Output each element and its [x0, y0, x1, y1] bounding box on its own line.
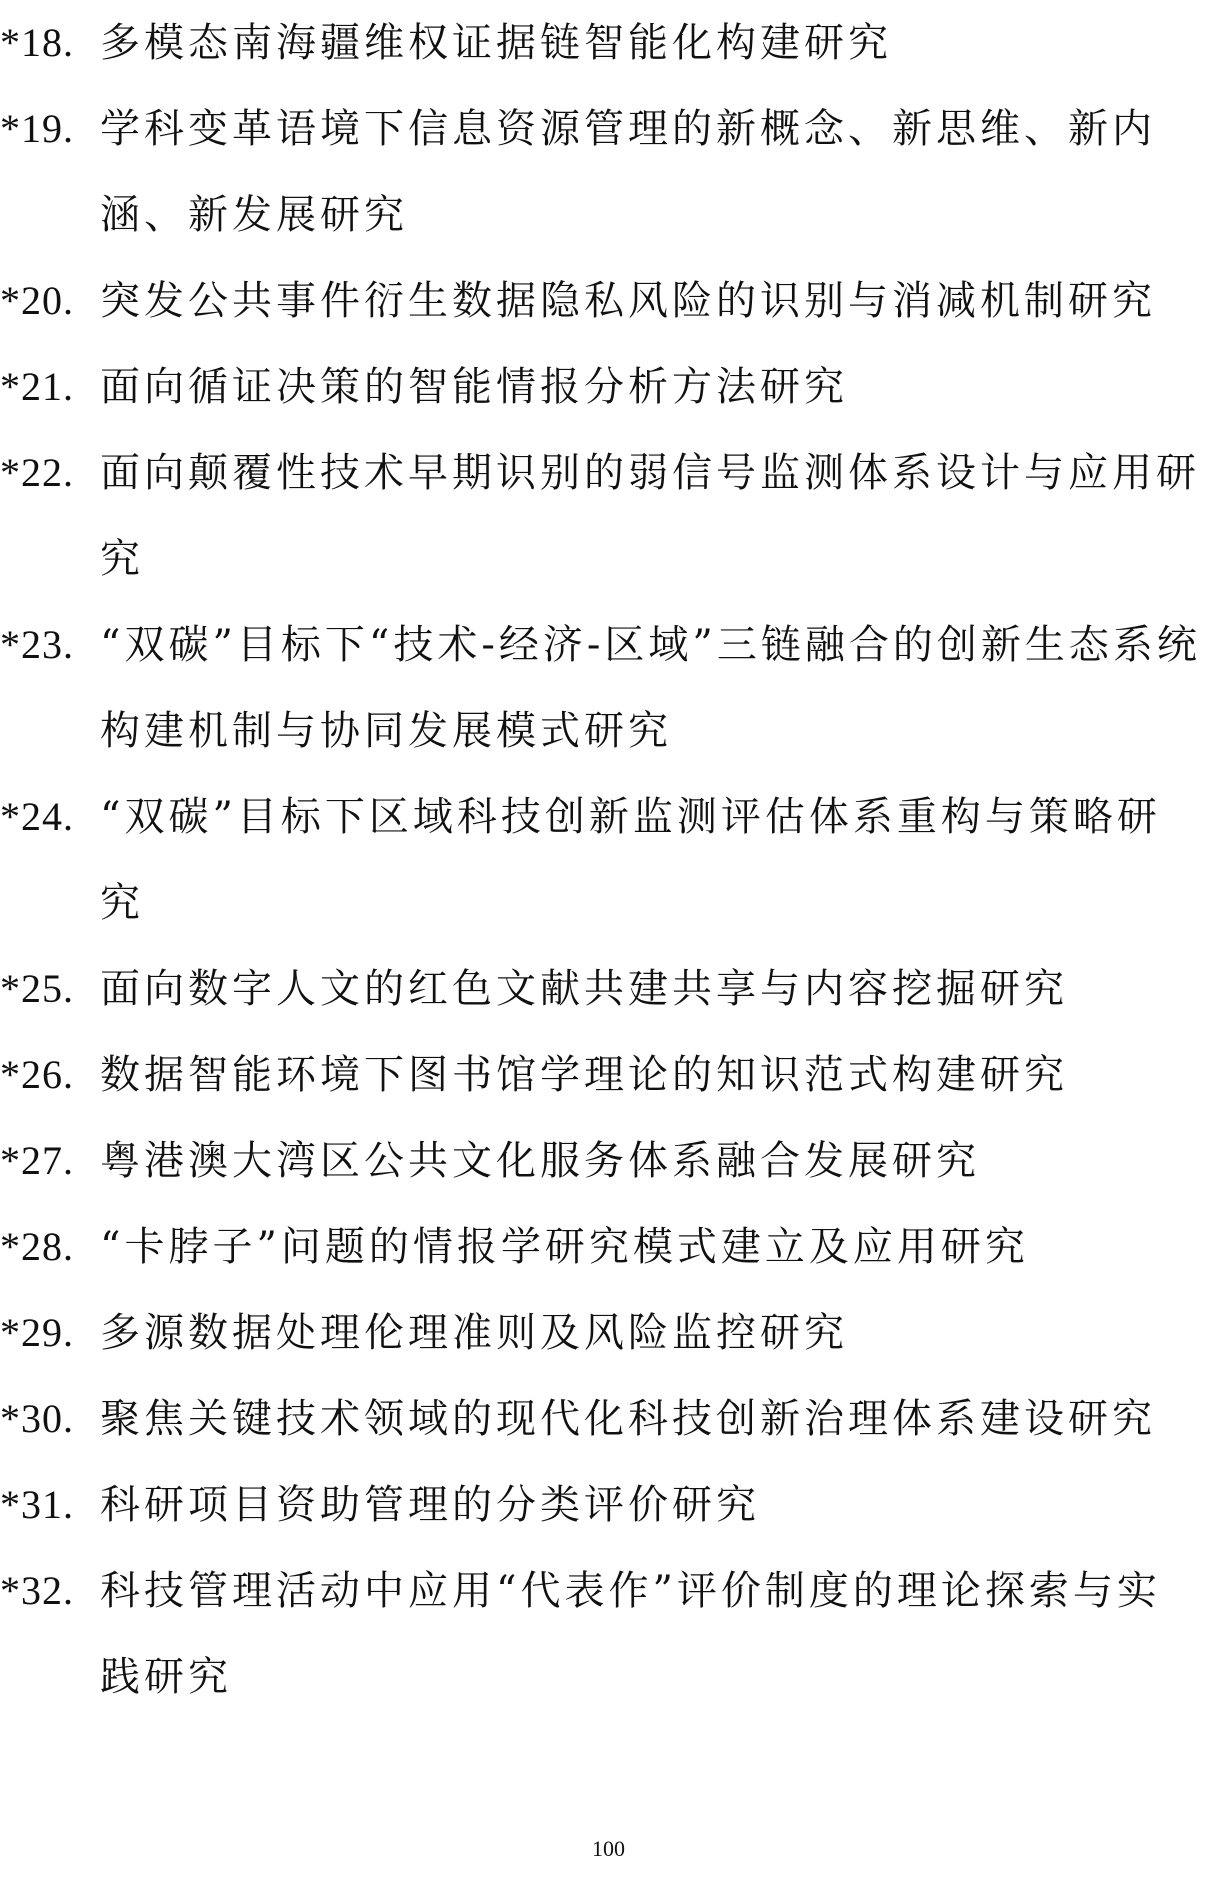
topic-number: *27. — [0, 1138, 74, 1183]
topic-number: *22. — [0, 450, 74, 495]
topic-text: 科技管理活动中应用“代表作”评价制度的理论探索与实践研究 — [100, 1568, 1161, 1700]
topic-item — [0, 602, 1217, 774]
topic-item — [0, 946, 1217, 1032]
topic-text: 面向颠覆性技术早期识别的弱信号监测体系设计与应用研究 — [100, 450, 1200, 582]
topic-text: “双碳”目标下“技术-经济-区域”三链融合的创新生态系统构建机制与协同发展模式研究 — [100, 622, 1201, 754]
topic-number: *18. — [0, 20, 74, 65]
topic-text: 学科变革语境下信息资源管理的新概念、新思维、新内涵、新发展研究 — [100, 106, 1156, 238]
topic-text: “双碳”目标下区域科技创新监测评估体系重构与策略研究 — [100, 794, 1161, 926]
topic-item — [0, 1032, 1217, 1118]
topic-text: 面向数字人文的红色文献共建共享与内容挖掘研究 — [100, 966, 1068, 1012]
topic-text: “卡脖子”问题的情报学研究模式建立及应用研究 — [100, 1224, 1029, 1270]
topic-item — [0, 430, 1217, 602]
topic-number: *19. — [0, 106, 74, 151]
topic-text: 数据智能环境下图书馆学理论的知识范式构建研究 — [100, 1052, 1068, 1098]
page-number: 100 — [592, 1836, 625, 1861]
topic-item — [0, 86, 1217, 258]
topic-number: *31. — [0, 1482, 74, 1527]
topic-number: *32. — [0, 1568, 74, 1613]
topic-item — [0, 1290, 1217, 1376]
topic-text: 多模态南海疆维权证据链智能化构建研究 — [100, 20, 892, 66]
topic-item — [0, 1118, 1217, 1204]
topic-item — [0, 774, 1217, 946]
topic-text: 突发公共事件衍生数据隐私风险的识别与消减机制研究 — [100, 278, 1156, 324]
topic-number: *29. — [0, 1310, 74, 1355]
topic-number: *26. — [0, 1052, 74, 1097]
topic-number: *28. — [0, 1224, 74, 1269]
topic-text: 聚焦关键技术领域的现代化科技创新治理体系建设研究 — [100, 1396, 1156, 1442]
topic-text: 多源数据处理伦理准则及风险监控研究 — [100, 1310, 848, 1356]
topic-number: *24. — [0, 794, 74, 839]
topic-item — [0, 1376, 1217, 1462]
topic-item — [0, 0, 1217, 86]
topic-item — [0, 1204, 1217, 1290]
topic-item — [0, 1548, 1217, 1720]
topic-number: *30. — [0, 1396, 74, 1441]
topic-number: *20. — [0, 278, 74, 323]
topic-number: *21. — [0, 364, 74, 409]
topic-text: 粤港澳大湾区公共文化服务体系融合发展研究 — [100, 1138, 980, 1184]
topic-item — [0, 258, 1217, 344]
topic-item — [0, 344, 1217, 430]
topic-number: *23. — [0, 622, 74, 667]
topic-text: 科研项目资助管理的分类评价研究 — [100, 1482, 760, 1528]
topic-text: 面向循证决策的智能情报分析方法研究 — [100, 364, 848, 410]
topic-number: *25. — [0, 966, 74, 1011]
topic-item — [0, 1462, 1217, 1548]
